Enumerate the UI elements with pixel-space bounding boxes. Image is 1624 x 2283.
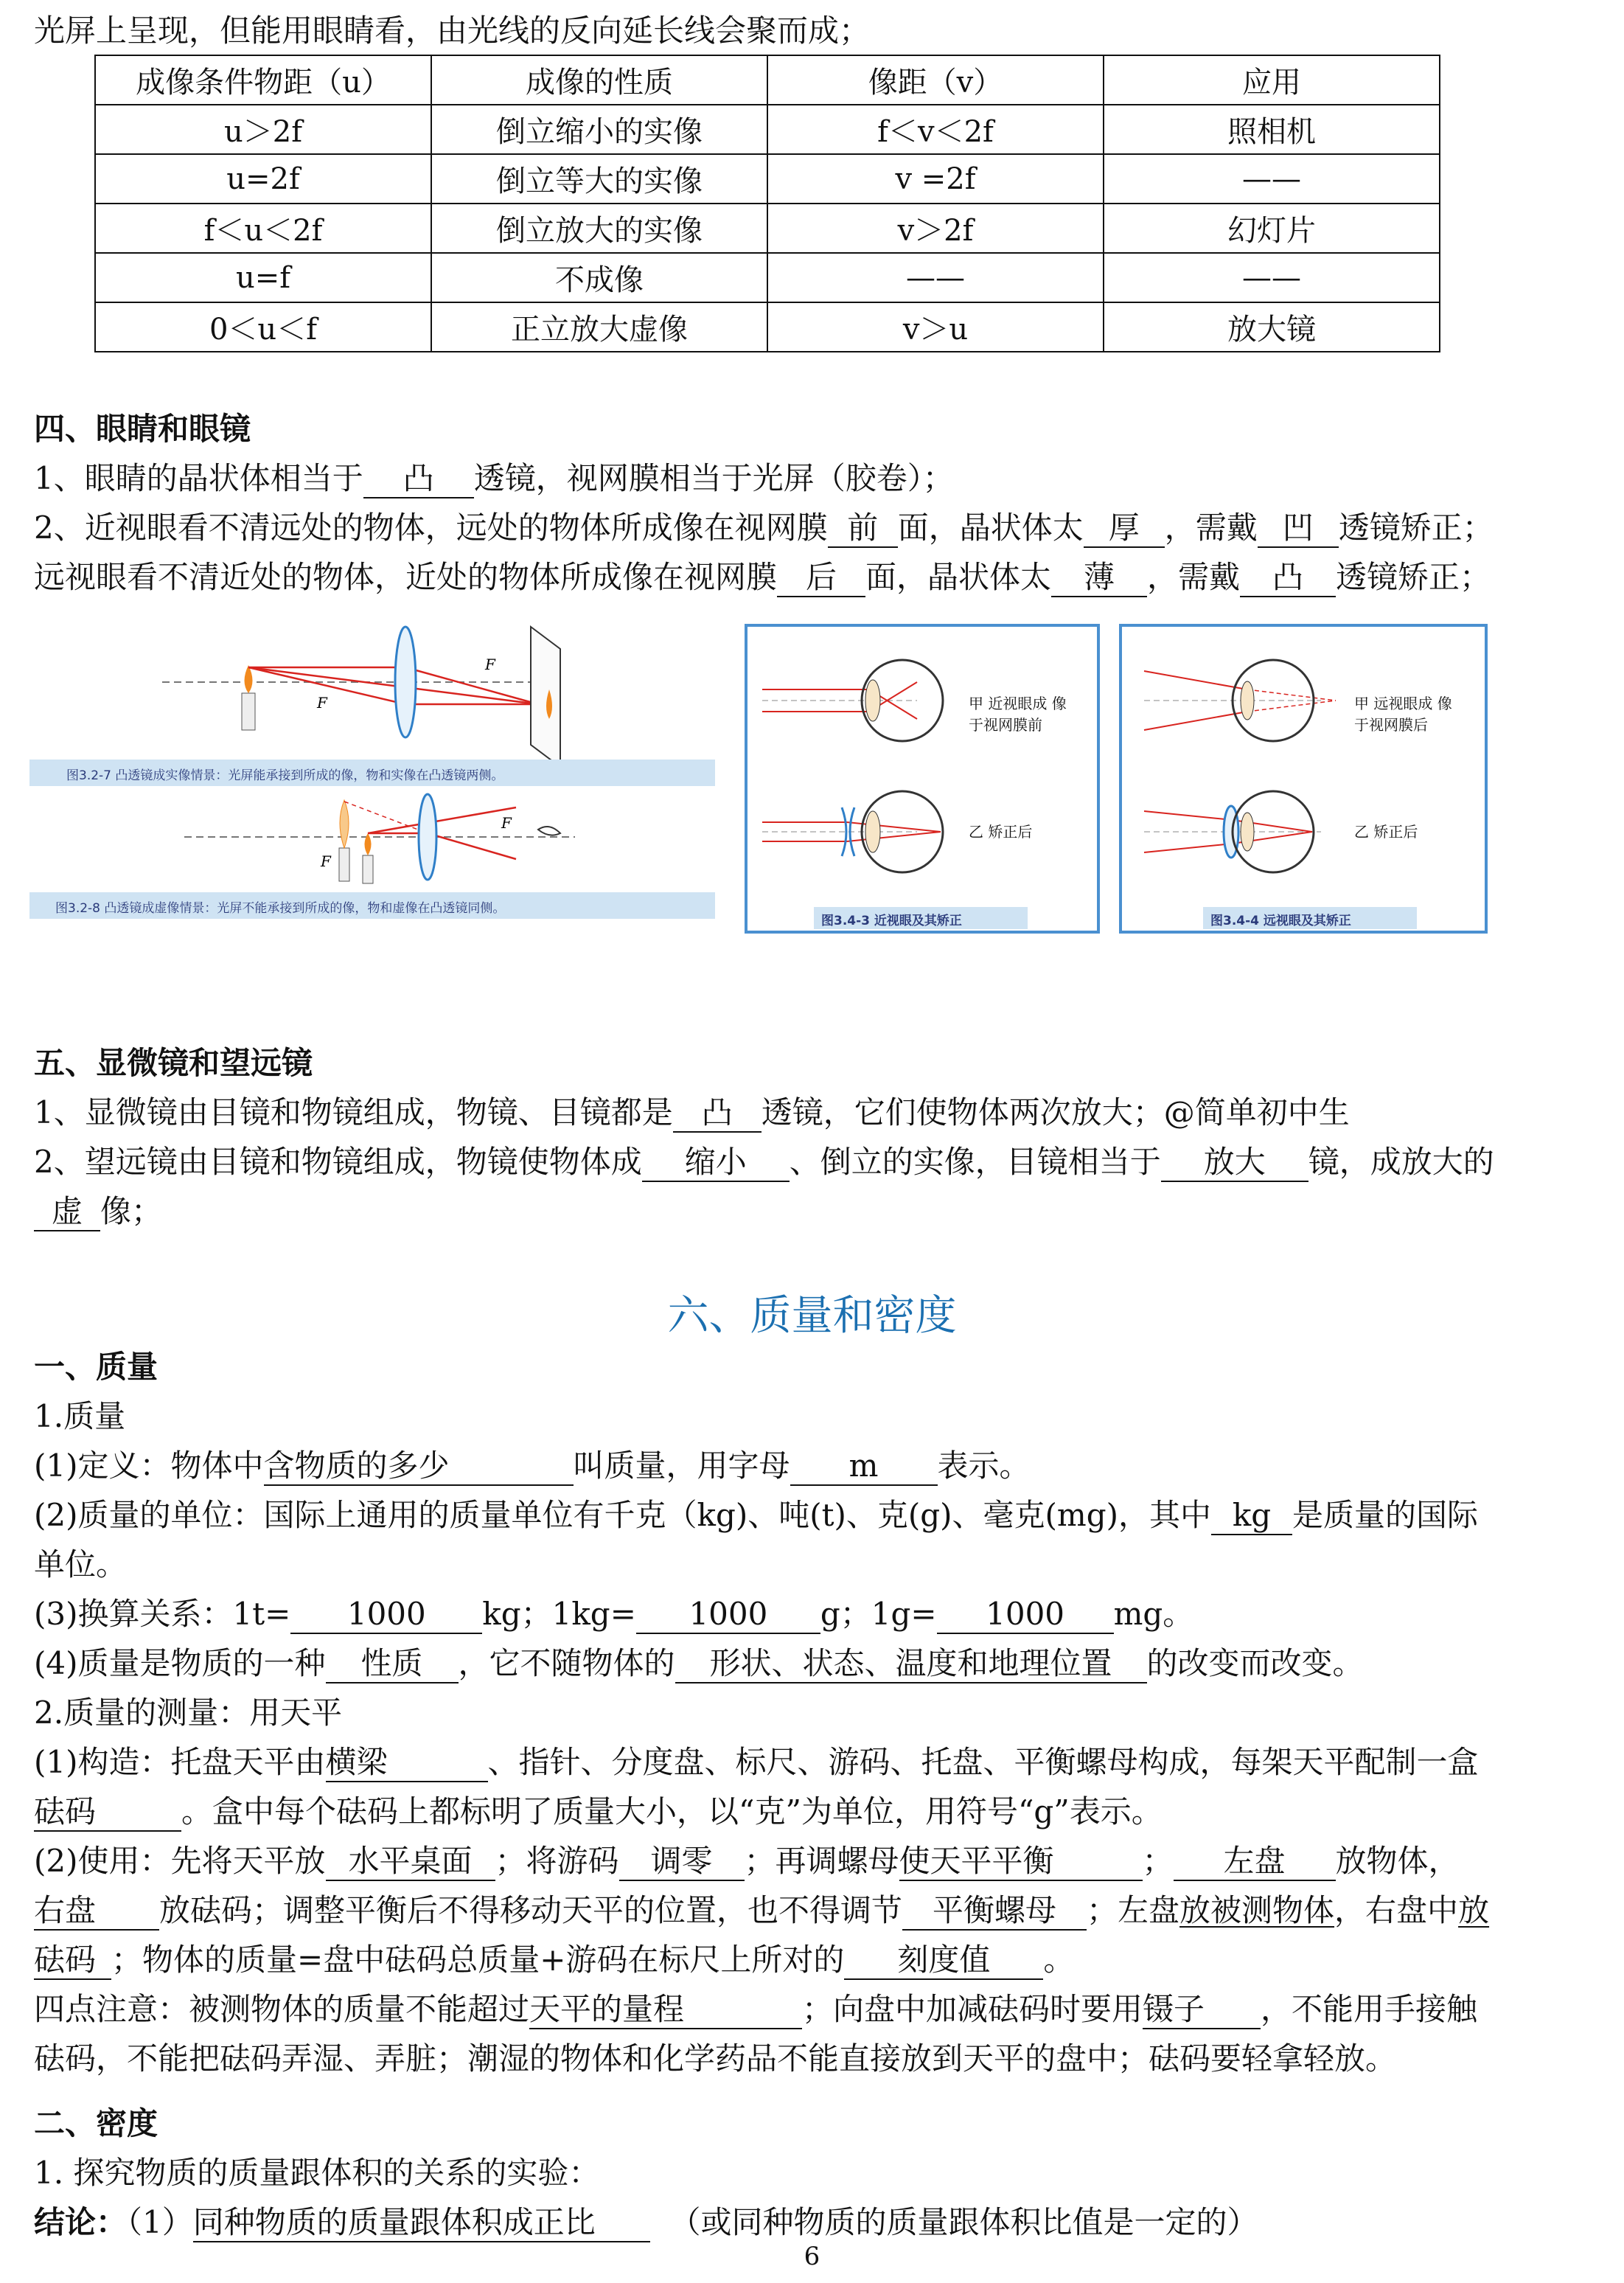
answer-blank: 缩小 (642, 1144, 790, 1182)
answer-blank: 形状、状态、温度和地理位置 (675, 1645, 1147, 1683)
table-row (95, 154, 1440, 204)
underlined-text: 放 (1458, 1892, 1490, 1928)
text-line: 1、显微镜由目镜和物镜组成，物镜、目镜都是 凸 透镜，它们使物体两次放大；@简单初中生 (34, 1088, 1589, 1137)
answer-blank: 调零 (619, 1843, 745, 1881)
lens-imaging-table (94, 55, 1440, 352)
figure-caption: 图3.2-8 凸透镜成虚像情景：光屏不能承接到所成的像，物和虚像在凸透镜同侧。 (55, 901, 506, 916)
text-line: 砝码 。盒中每个砝码上都标明了质量大小，以“克”为单位，用符号“g”表示。 (34, 1787, 1589, 1836)
answer-blank: 凸 (673, 1094, 762, 1133)
answer-blank: 含物质的多少 (264, 1448, 574, 1486)
figure-label: 乙 矫正后 (1354, 823, 1418, 841)
text-line: 四点注意：被测物体的质量不能超过天平的量程 ；向盘中加减砝码时要用镊子 ，不能用手接触 (34, 1984, 1589, 2034)
text-line: (2)使用：先将天平放 水平桌面 ；将游码 调零 ；再调螺母使天平平衡 ； 左盘 放物体， (34, 1836, 1589, 1886)
table-cell: v＞u (767, 302, 1104, 352)
text-line: 右盘 放砝码；调整平衡后不得移动天平的位置，也不得调节 平衡螺母 ；左盘放被测物体，右盘中放 (34, 1886, 1589, 1935)
table-cell: 正立放大虚像 (431, 302, 767, 352)
table-row (95, 204, 1440, 253)
table-cell: 幻灯片 (1104, 204, 1440, 253)
text-line: (2)质量的单位：国际上通用的质量单位有千克（kg)、吨(t)、克(g)、毫克(mg)，其中 kg 是质量的国际 (34, 1490, 1589, 1540)
figure-virtual-image (29, 793, 715, 933)
table-cell: 放大镜 (1104, 302, 1440, 352)
answer-blank: 放大 (1161, 1144, 1308, 1182)
text-line: 2、望远镜由目镜和物镜组成，物镜使物体成 缩小 、倒立的实像，目镜相当于 放大 镜，成放大的 (34, 1137, 1589, 1186)
text-line: 砝码 ；物体的质量=盘中砝码总质量+游码在标尺上所对的 刻度值 。 (34, 1935, 1589, 1984)
answer-blank: kg (1211, 1497, 1292, 1535)
text-line: 单位。 (34, 1546, 128, 1582)
subsection-title: 1.质量 (34, 1398, 126, 1434)
answer-blank: 平衡螺母 (902, 1892, 1087, 1931)
answer-blank: 后 (777, 559, 865, 597)
figure-caption: 图3.4-3 近视眼及其矫正 (821, 914, 962, 928)
text-line: (3)换算关系：1t= 1000 kg；1kg= 1000 g；1g= 1000 mg。 (34, 1589, 1589, 1639)
table-header: 应用 (1104, 55, 1440, 105)
section-title: 二、密度 (34, 2105, 158, 2141)
answer-blank: 砝码 (34, 1793, 181, 1832)
text-line: 结论：（1）同种物质的质量跟体积成正比 （或同种物质的质量跟体积比值是一定的） (34, 2197, 1589, 2247)
table-cell: v =2f (767, 154, 1104, 204)
answer-blank: 凹 (1258, 510, 1339, 548)
text-line: (1)定义：物体中含物质的多少 叫质量，用字母 m 表示。 (34, 1441, 1589, 1490)
figure-caption: 图3.2-7 凸透镜成实像情景：光屏能承接到所成的像，物和实像在凸透镜两侧。 (66, 768, 504, 783)
answer-blank: 1000 (636, 1596, 820, 1634)
figure-caption: 图3.4-4 远视眼及其矫正 (1210, 914, 1351, 928)
table-cell: 0＜u＜f (95, 302, 431, 352)
table-header: 成像条件物距（u） (95, 55, 431, 105)
intro-line: 光屏上呈现，但能用眼睛看，由光线的反向延长线会聚而成； (34, 13, 871, 49)
figure-real-image (29, 619, 715, 796)
text-line: 虚 像； (34, 1186, 1589, 1236)
subsection-title: 2.质量的测量：用天平 (34, 1695, 343, 1731)
table-cell: u＞2f (95, 105, 431, 154)
table-cell: —— (1104, 253, 1440, 302)
answer-blank: 天平的量程 (529, 1991, 802, 2029)
hyperopia-correction-diagram (1122, 627, 1485, 931)
answer-blank: 性质 (326, 1645, 459, 1683)
page-number: 6 (804, 2242, 820, 2271)
table-cell: v＞2f (767, 204, 1104, 253)
figure-label: 甲 近视眼成 像于视网膜前 (969, 695, 1067, 734)
answer-blank: 厚 (1084, 510, 1165, 548)
answer-blank: 薄 (1051, 559, 1147, 597)
svg-text:F: F (317, 694, 327, 712)
answer-blank: 前 (828, 510, 898, 548)
answer-blank: 水平桌面 (326, 1843, 495, 1881)
figure-myopia (745, 624, 1100, 934)
table-cell: —— (767, 253, 1104, 302)
answer-blank: 凸 (1240, 559, 1336, 597)
text-line: 1、眼睛的晶状体相当于 凸 透镜，视网膜相当于光屏（胶卷）； (34, 454, 1589, 503)
table-cell: 倒立缩小的实像 (431, 105, 767, 154)
answer-blank: 虚 (34, 1193, 100, 1231)
text-line: 远视眼看不清近处的物体，近处的物体所成像在视网膜 后 面，晶状体太 薄 ，需戴 凸 透镜矫正； (34, 552, 1589, 602)
text-line: 2、近视眼看不清远处的物体，远处的物体所成像在视网膜 前 面，晶状体太 厚 ，需戴 凹 透镜矫正； (34, 503, 1589, 552)
answer-blank: 1000 (290, 1596, 482, 1634)
myopia-correction-diagram (747, 627, 1097, 931)
answer-blank: 1000 (937, 1596, 1114, 1634)
table-cell: 倒立放大的实像 (431, 204, 767, 253)
figure-label: 甲 远视眼成 像于视网膜后 (1354, 695, 1452, 734)
text-line: 砝码，不能把砝码弄湿、弄脏；潮湿的物体和化学药品不能直接放到天平的盘中；砝码要轻拿轻放。 (34, 2040, 1397, 2077)
answer-blank: 砝码 (34, 1942, 111, 1980)
underlined-text: 放被测物体 (1179, 1892, 1335, 1928)
table-cell: 倒立等大的实像 (431, 154, 767, 204)
section-title: 一、质量 (34, 1349, 158, 1385)
text-line: (1)构造：托盘天平由横梁 、指针、分度盘、标尺、游码、托盘、平衡螺母构成，每架天平配制一盒 (34, 1737, 1589, 1787)
table-row (95, 302, 1440, 352)
answer-blank: 镊子 (1143, 1991, 1261, 2029)
answer-blank: 刻度值 (844, 1942, 1043, 1980)
table-cell: 不成像 (431, 253, 767, 302)
table-cell: f＜u＜2f (95, 204, 431, 253)
chapter-title: 六、质量和密度 (667, 1292, 957, 1340)
answer-blank: 同种物质的质量跟体积成正比 (193, 2204, 650, 2242)
table-header: 成像的性质 (431, 55, 767, 105)
table-cell: f＜v＜2f (767, 105, 1104, 154)
text-line: 1. 探究物质的质量跟体积的关系的实验： (34, 2155, 600, 2191)
answer-blank: 使天平平衡 (899, 1843, 1143, 1881)
table-cell: —— (1104, 154, 1440, 204)
answer-blank: 凸 (363, 460, 474, 498)
table-header-row (95, 55, 1440, 105)
table-header: 像距（v） (767, 55, 1104, 105)
table-cell: u=2f (95, 154, 431, 204)
answer-blank: 右盘 (34, 1892, 159, 1931)
svg-text:F: F (321, 852, 331, 870)
table-cell: u=f (95, 253, 431, 302)
table-row (95, 253, 1440, 302)
answer-blank: 横梁 (326, 1744, 488, 1782)
section-title: 五、显微镜和望远镜 (34, 1045, 313, 1081)
svg-text:F: F (501, 814, 512, 832)
svg-text:F: F (485, 656, 495, 673)
figure-hyperopia (1119, 624, 1488, 934)
section-title: 四、眼睛和眼镜 (34, 411, 251, 447)
table-row (95, 105, 1440, 154)
table-cell: 照相机 (1104, 105, 1440, 154)
answer-blank: 左盘 (1174, 1843, 1336, 1881)
text-line: (4)质量是物质的一种 性质 ，它不随物体的 形状、状态、温度和地理位置 的改变而改变。 (34, 1639, 1589, 1688)
figure-label: 乙 矫正后 (969, 823, 1033, 841)
answer-blank: m (790, 1448, 938, 1486)
